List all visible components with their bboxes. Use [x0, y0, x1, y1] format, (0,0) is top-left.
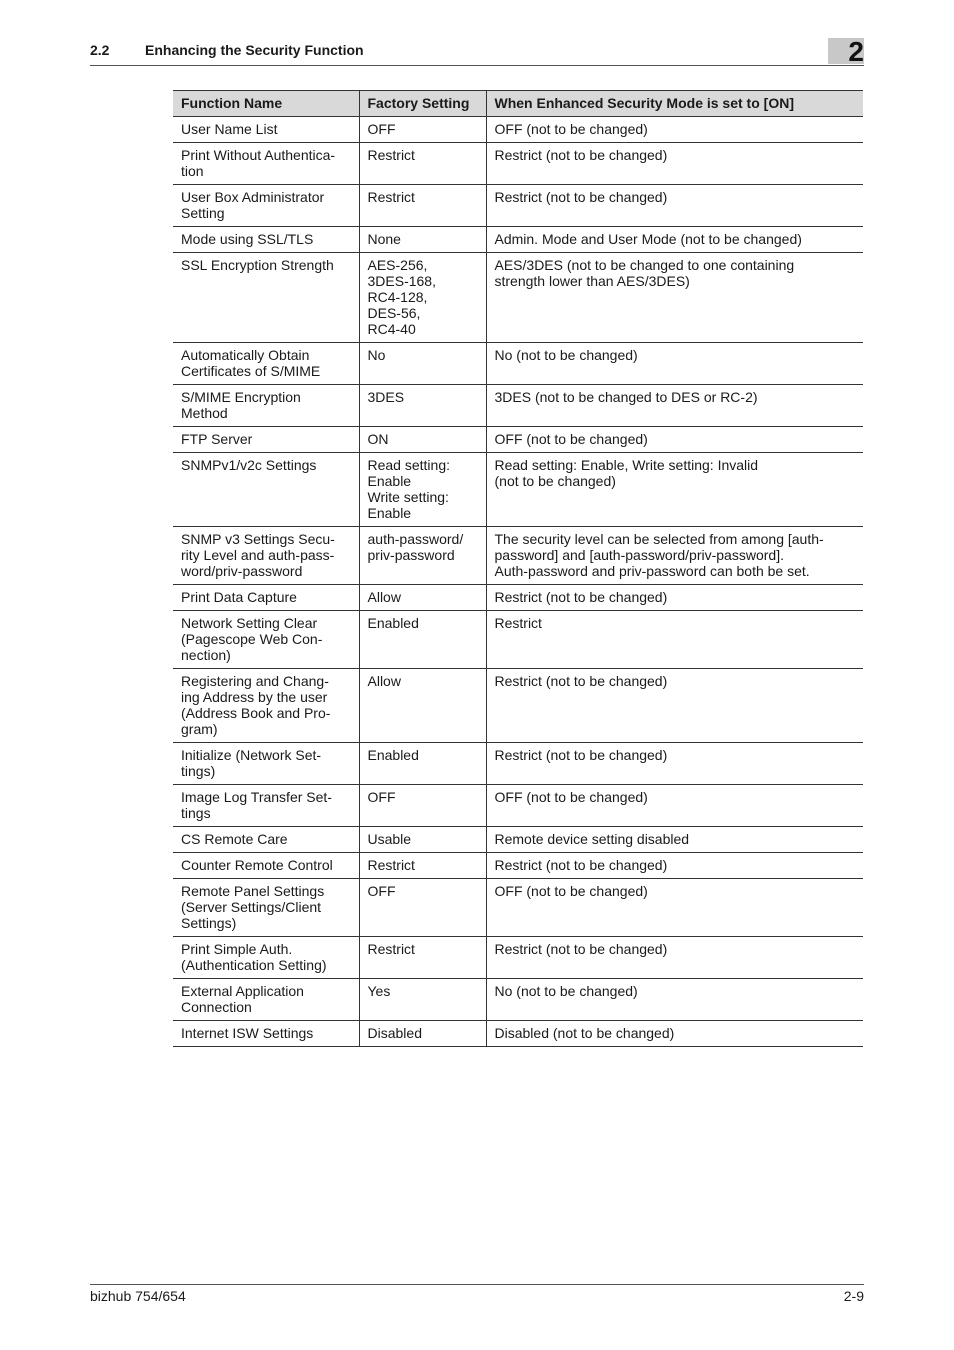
factory-setting-cell	[359, 185, 486, 227]
factory-setting-cell-text: Allow	[367, 589, 401, 605]
page-header	[90, 38, 864, 66]
security-settings-table	[173, 90, 863, 1047]
function-name-cell	[173, 669, 359, 743]
table-row	[173, 227, 863, 253]
factory-setting-cell	[359, 979, 486, 1021]
function-name-cell-text: External Application Connection	[181, 983, 304, 1015]
function-name-cell-text: Internet ISW Settings	[181, 1025, 314, 1041]
enhanced-setting-cell-text: No (not to be changed)	[494, 983, 638, 999]
enhanced-setting-cell	[486, 527, 863, 585]
function-name-cell	[173, 785, 359, 827]
table-body	[173, 117, 863, 1047]
enhanced-setting-cell	[486, 253, 863, 343]
enhanced-setting-cell	[486, 611, 863, 669]
factory-setting-cell	[359, 785, 486, 827]
function-name-cell-text: FTP Server	[181, 431, 253, 447]
factory-setting-cell	[359, 937, 486, 979]
function-name-cell	[173, 937, 359, 979]
function-name-cell	[173, 253, 359, 343]
enhanced-setting-cell	[486, 879, 863, 937]
enhanced-setting-cell-text: Restrict	[494, 615, 542, 631]
table-header-row	[173, 91, 863, 117]
function-name-cell-text: Print Simple Auth. (Authentication Setting)	[181, 941, 327, 973]
enhanced-setting-cell-text: Read setting: Enable, Write setting: Invalid (not to be changed)	[494, 457, 759, 489]
enhanced-setting-cell	[486, 227, 863, 253]
page-footer	[90, 1284, 864, 1304]
function-name-cell	[173, 227, 359, 253]
factory-setting-cell-text: Restrict	[367, 147, 415, 163]
function-name-cell	[173, 385, 359, 427]
factory-setting-cell	[359, 669, 486, 743]
enhanced-setting-cell-text: Admin. Mode and User Mode (not to be changed)	[494, 231, 802, 247]
table-row	[173, 879, 863, 937]
factory-setting-cell	[359, 827, 486, 853]
function-name-cell-text: Initialize (Network Set- tings)	[181, 747, 322, 779]
table-row	[173, 253, 863, 343]
factory-setting-cell-text: Usable	[367, 831, 412, 847]
factory-setting-cell-text: AES-256, 3DES-168, RC4-128, DES-56, RC4-40	[367, 257, 436, 337]
factory-setting-cell-text: Read setting: Enable Write setting: Enable	[367, 457, 450, 521]
factory-setting-cell-text: Restrict	[367, 857, 415, 873]
chapter-number: 2	[848, 36, 864, 67]
function-name-cell-text: Counter Remote Control	[181, 857, 333, 873]
factory-setting-cell	[359, 879, 486, 937]
function-name-cell-text: SNMP v3 Settings Secu- rity Level and auth-pass- word/priv-password	[181, 531, 335, 579]
function-name-cell-text: SSL Encryption Strength	[181, 257, 334, 273]
enhanced-setting-cell-text: Restrict (not to be changed)	[494, 147, 668, 163]
table-row	[173, 343, 863, 385]
function-name-cell-text: Mode using SSL/TLS	[181, 231, 314, 247]
enhanced-setting-cell-text: Restrict (not to be changed)	[494, 589, 668, 605]
function-name-cell-text: S/MIME Encryption Method	[181, 389, 301, 421]
function-name-cell	[173, 827, 359, 853]
page-number: 2-9	[843, 1288, 864, 1304]
table-row	[173, 937, 863, 979]
factory-setting-cell-text: Restrict	[367, 189, 415, 205]
enhanced-setting-cell-text: The security level can be selected from among [auth- password] and [auth-password/priv-password]. Auth-password and priv-password can both be set.	[494, 531, 824, 579]
function-name-cell-text: Remote Panel Settings (Server Settings/Client Settings)	[181, 883, 325, 931]
factory-setting-cell-text: auth-password/ priv-password	[367, 531, 464, 563]
function-name-cell-text: Automatically Obtain Certificates of S/MIME	[181, 347, 321, 379]
function-name-cell-text: CS Remote Care	[181, 831, 288, 847]
enhanced-setting-cell	[486, 453, 863, 527]
function-name-cell	[173, 143, 359, 185]
factory-setting-cell	[359, 453, 486, 527]
table-row	[173, 427, 863, 453]
enhanced-setting-cell	[486, 853, 863, 879]
function-name-cell-text: Network Setting Clear (Pagescope Web Con- nection)	[181, 615, 323, 663]
factory-setting-cell	[359, 143, 486, 185]
function-name-cell	[173, 611, 359, 669]
table-row	[173, 385, 863, 427]
table-row	[173, 585, 863, 611]
enhanced-setting-cell	[486, 979, 863, 1021]
function-name-cell-text: Registering and Chang- ing Address by the user (Address Book and Pro- gram)	[181, 673, 331, 737]
function-name-cell	[173, 1021, 359, 1047]
enhanced-setting-cell-text: Restrict (not to be changed)	[494, 673, 668, 689]
function-name-cell-text: Print Data Capture	[181, 589, 297, 605]
factory-setting-cell	[359, 1021, 486, 1047]
table-row	[173, 743, 863, 785]
enhanced-setting-cell	[486, 785, 863, 827]
factory-setting-cell	[359, 527, 486, 585]
table-row	[173, 143, 863, 185]
enhanced-setting-cell	[486, 1021, 863, 1047]
enhanced-setting-cell	[486, 343, 863, 385]
enhanced-setting-cell	[486, 117, 863, 143]
function-name-cell	[173, 453, 359, 527]
function-name-cell	[173, 343, 359, 385]
enhanced-setting-cell-text: Restrict (not to be changed)	[494, 941, 668, 957]
factory-setting-cell	[359, 743, 486, 785]
enhanced-setting-cell	[486, 185, 863, 227]
enhanced-setting-cell-text: AES/3DES (not to be changed to one containing strength lower than AES/3DES)	[494, 257, 795, 289]
function-name-cell	[173, 979, 359, 1021]
factory-setting-cell	[359, 385, 486, 427]
function-name-cell-text: User Name List	[181, 121, 278, 137]
enhanced-setting-cell	[486, 669, 863, 743]
column-header-factory-setting: Factory Setting	[359, 91, 486, 117]
enhanced-setting-cell-text: Restrict (not to be changed)	[494, 189, 668, 205]
product-name: bizhub 754/654	[90, 1288, 186, 1304]
table-row	[173, 185, 863, 227]
factory-setting-cell-text: ON	[367, 431, 389, 447]
function-name-cell-text: Image Log Transfer Set- tings	[181, 789, 332, 821]
enhanced-setting-cell	[486, 937, 863, 979]
factory-setting-cell	[359, 227, 486, 253]
enhanced-setting-cell-text: No (not to be changed)	[494, 347, 638, 363]
function-name-cell-text: User Box Administrator Setting	[181, 189, 325, 221]
table-row	[173, 827, 863, 853]
function-name-cell	[173, 743, 359, 785]
function-name-cell	[173, 185, 359, 227]
enhanced-setting-cell	[486, 827, 863, 853]
enhanced-setting-cell	[486, 143, 863, 185]
table-row	[173, 853, 863, 879]
enhanced-setting-cell	[486, 585, 863, 611]
factory-setting-cell-text: OFF	[367, 121, 396, 137]
factory-setting-cell-text: Allow	[367, 673, 401, 689]
enhanced-setting-cell-text: Remote device setting disabled	[494, 831, 690, 847]
function-name-cell-text: Print Without Authentica- tion	[181, 147, 336, 179]
enhanced-setting-cell-text: Restrict (not to be changed)	[494, 857, 668, 873]
factory-setting-cell	[359, 117, 486, 143]
enhanced-setting-cell	[486, 427, 863, 453]
enhanced-setting-cell-text: OFF (not to be changed)	[494, 789, 648, 805]
factory-setting-cell-text: OFF	[367, 883, 396, 899]
factory-setting-cell-text: None	[367, 231, 401, 247]
enhanced-setting-cell-text: 3DES (not to be changed to DES or RC-2)	[494, 389, 758, 405]
column-header-enhanced-mode: When Enhanced Security Mode is set to [ON]	[486, 91, 863, 117]
table-row	[173, 453, 863, 527]
factory-setting-cell-text: Enabled	[367, 747, 419, 763]
function-name-cell	[173, 527, 359, 585]
function-name-cell-text: SNMPv1/v2c Settings	[181, 457, 317, 473]
function-name-cell	[173, 879, 359, 937]
factory-setting-cell-text: No	[367, 347, 386, 363]
enhanced-setting-cell-text: OFF (not to be changed)	[494, 883, 648, 899]
table-row	[173, 979, 863, 1021]
enhanced-setting-cell	[486, 385, 863, 427]
factory-setting-cell-text: OFF	[367, 789, 396, 805]
factory-setting-cell	[359, 343, 486, 385]
table-row	[173, 527, 863, 585]
table-row	[173, 117, 863, 143]
table-row	[173, 1021, 863, 1047]
factory-setting-cell-text: Disabled	[367, 1025, 422, 1041]
factory-setting-cell	[359, 585, 486, 611]
function-name-cell	[173, 117, 359, 143]
factory-setting-cell	[359, 611, 486, 669]
factory-setting-cell-text: Restrict	[367, 941, 415, 957]
factory-setting-cell-text: 3DES	[367, 389, 405, 405]
table-row	[173, 611, 863, 669]
column-header-function-name: Function Name	[173, 91, 359, 117]
enhanced-setting-cell-text: OFF (not to be changed)	[494, 431, 648, 447]
factory-setting-cell-text: Enabled	[367, 615, 419, 631]
function-name-cell	[173, 427, 359, 453]
table-row	[173, 785, 863, 827]
table-row	[173, 669, 863, 743]
factory-setting-cell-text: Yes	[367, 983, 391, 999]
enhanced-setting-cell-text: Restrict (not to be changed)	[494, 747, 668, 763]
factory-setting-cell	[359, 253, 486, 343]
section-number: 2.2	[90, 42, 110, 58]
enhanced-setting-cell	[486, 743, 863, 785]
enhanced-setting-cell-text: Disabled (not to be changed)	[494, 1025, 675, 1041]
factory-setting-cell	[359, 427, 486, 453]
enhanced-setting-cell-text: OFF (not to be changed)	[494, 121, 648, 137]
factory-setting-cell	[359, 853, 486, 879]
function-name-cell	[173, 853, 359, 879]
function-name-cell	[173, 585, 359, 611]
section-title: Enhancing the Security Function	[145, 42, 364, 58]
